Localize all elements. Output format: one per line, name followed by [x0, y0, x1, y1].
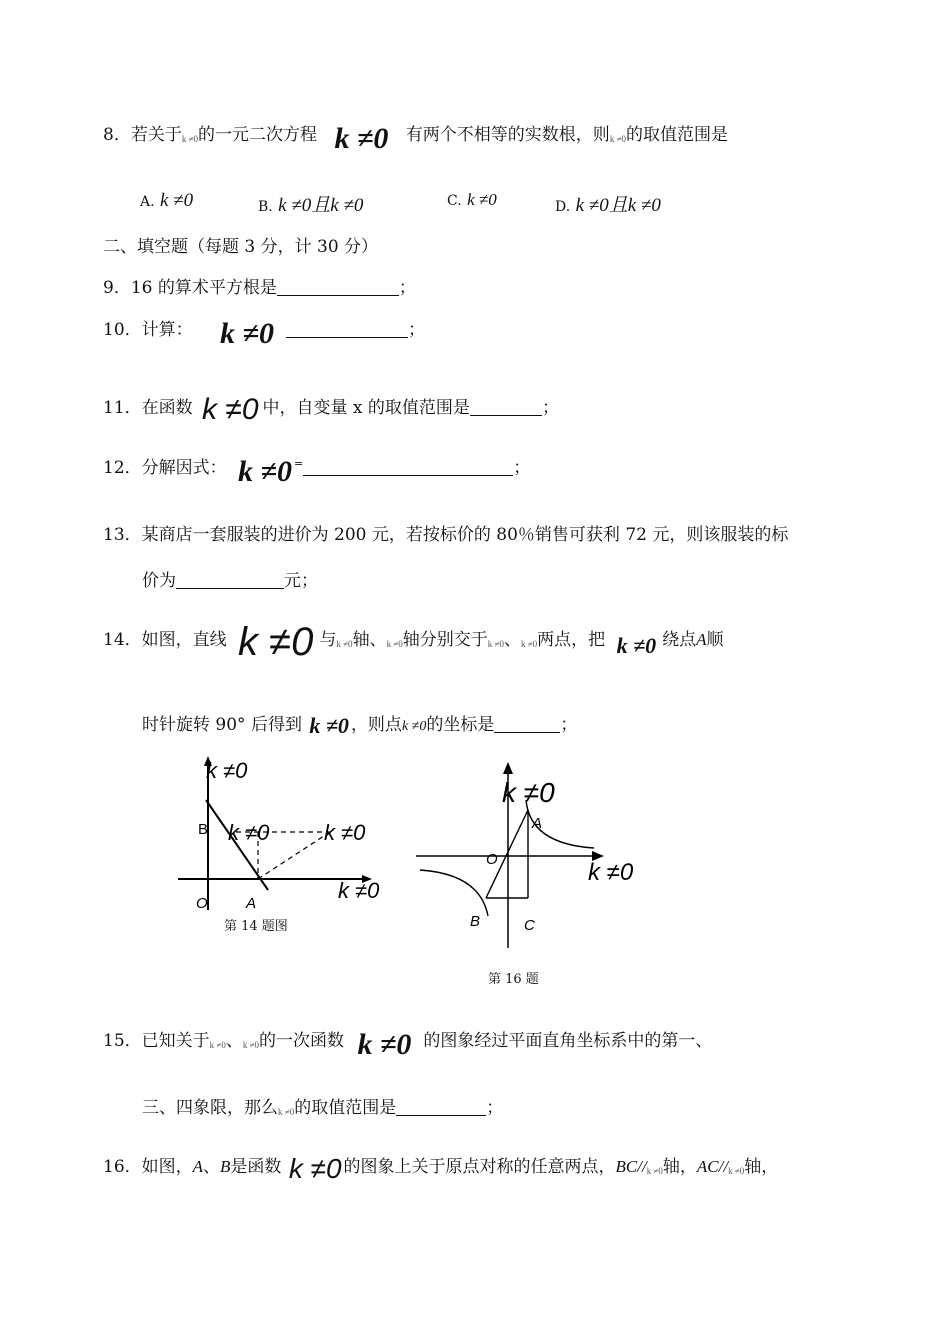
option-d[interactable] [555, 190, 661, 217]
figure-16-caption: 第 16 题 [488, 972, 539, 987]
text: ； [408, 320, 426, 340]
answer-blank[interactable] [470, 401, 542, 416]
text: 绕点 [662, 630, 697, 650]
text: 、 [203, 1157, 221, 1177]
text: ； [560, 715, 578, 735]
text: 与 [319, 630, 337, 650]
text: BC// [615, 1157, 647, 1176]
formula: k ≠0 [238, 620, 314, 664]
text: 的一次函数 [259, 1031, 345, 1051]
question-number: 16． [103, 1157, 142, 1177]
label-b: B [198, 821, 209, 838]
label-c: C [524, 917, 535, 934]
text: 轴， [662, 1157, 697, 1177]
formula: k ≠0 [220, 317, 275, 350]
formula: k ≠0 [334, 122, 389, 155]
text: 轴分别交于 [402, 630, 488, 650]
text: 是函数 [230, 1157, 282, 1177]
text: AC// [696, 1157, 729, 1176]
figure-14 [170, 750, 390, 920]
option-label: D. [555, 199, 571, 215]
tiny-formula: k ≠0 [336, 639, 353, 649]
figure-16 [410, 758, 640, 958]
formula: k ≠0 [228, 820, 270, 845]
text: 已知关于 [141, 1031, 210, 1051]
text: 、 [225, 1031, 243, 1051]
tiny-formula: k ≠0 [646, 1166, 663, 1176]
text: ； [541, 398, 559, 418]
point-label: A [192, 1157, 204, 1176]
point-label: B [220, 1157, 231, 1176]
section-heading: 二、填空题（每题 3 分，计 30 分） [103, 237, 379, 257]
text: 两点，把 [537, 630, 606, 650]
text: 时针旋转 90° 后得到 [142, 715, 302, 735]
text: 的坐标是 [426, 715, 495, 735]
answer-blank[interactable] [303, 461, 513, 476]
q16 [103, 1152, 778, 1185]
text: 轴， [744, 1157, 779, 1177]
q9 [103, 273, 416, 298]
q15-line2 [142, 1093, 503, 1118]
text: 的取值范围是 [626, 125, 729, 145]
q8-line1 [103, 120, 728, 156]
text: 某商店一套服装的进价为 200 元，若按标价的 80％销售可获利 72 元，则该服装的标 [141, 525, 789, 545]
text: 分解因式： [141, 458, 227, 478]
label-o: O [486, 851, 498, 868]
text: 的一元二次方程 [198, 125, 318, 145]
formula: k ≠0 [588, 859, 634, 886]
option-text: k ≠0且k ≠0 [278, 195, 364, 216]
q15-line1 [103, 1026, 712, 1062]
formula: k ≠0 [502, 777, 555, 808]
text: 元； [284, 571, 318, 591]
text: 16 的算术平方根是 [130, 278, 277, 298]
answer-blank[interactable] [286, 323, 408, 338]
text: 的图象经过平面直角坐标系中的第一、 [423, 1031, 713, 1051]
question-number: 12． [103, 458, 142, 478]
tiny-formula: k ≠0 [181, 134, 199, 144]
text: ； [398, 278, 416, 298]
text: 计算： [141, 320, 193, 340]
text: 如图， [141, 1157, 193, 1177]
tiny-formula: k ≠0 [609, 134, 627, 144]
text: 的图象上关于原点对称的任意两点， [343, 1157, 616, 1177]
option-text: k ≠0且k ≠0 [575, 195, 661, 216]
tiny-formula: k ≠0 [520, 639, 538, 649]
answer-blank[interactable] [176, 574, 284, 589]
tiny-formula: k ≠0 [278, 1107, 295, 1117]
text: ； [486, 1098, 504, 1118]
text: 若关于 [130, 125, 182, 145]
question-number: 15． [103, 1031, 142, 1051]
formula: k ≠0 [616, 633, 657, 658]
question-number: 10． [103, 320, 142, 340]
label-a: A [532, 815, 543, 832]
tiny-formula: k ≠0 [728, 1166, 745, 1176]
text: 中，自变量 x 的取值范围是 [262, 398, 470, 418]
text: 如图，直线 [141, 630, 227, 650]
option-c[interactable] [447, 190, 497, 210]
formula: k ≠0 [288, 1153, 342, 1184]
option-label: A. [140, 194, 155, 210]
text: ，则点 [350, 715, 402, 735]
answer-blank[interactable] [494, 718, 560, 733]
answer-blank[interactable] [396, 1101, 486, 1116]
text: 三、四象限，那么 [142, 1098, 278, 1118]
tiny-formula: k ≠0 [386, 639, 403, 649]
equals: = [294, 457, 304, 470]
formula: k ≠0 [206, 758, 248, 783]
text: 顺 [706, 630, 724, 650]
text: 价为 [142, 571, 176, 591]
option-text: k ≠0 [467, 190, 497, 209]
label-a: A [246, 895, 257, 912]
text: ； [513, 458, 531, 478]
formula: k ≠0 [324, 820, 366, 845]
q10 [103, 315, 425, 351]
text: 有两个不相等的实数根，则 [405, 125, 610, 145]
option-b[interactable] [258, 190, 363, 217]
figure-14-caption: 第 14 题图 [224, 919, 288, 934]
small-formula: k ≠0 [401, 719, 427, 734]
q11 [103, 393, 559, 427]
answer-blank[interactable] [277, 281, 399, 296]
formula: k ≠0 [357, 1028, 412, 1061]
question-number: 8． [103, 125, 131, 145]
option-text: k ≠0 [159, 190, 194, 211]
text: 轴、 [352, 630, 387, 650]
option-label: B. [258, 199, 273, 215]
question-number: 13． [103, 525, 142, 545]
label-o: O [196, 895, 208, 912]
q12 [103, 453, 530, 489]
formula: k ≠0 [309, 713, 349, 738]
question-number: 11． [103, 398, 142, 418]
option-a[interactable] [140, 190, 193, 212]
line-ab [206, 800, 268, 890]
label-b: B [470, 913, 481, 930]
q13-line2 [142, 566, 318, 591]
text: 的取值范围是 [294, 1098, 397, 1118]
point-label: A [696, 630, 707, 649]
hyperbola-branch [420, 870, 488, 916]
tiny-formula: k ≠0 [242, 1040, 260, 1050]
arrow-icon [503, 762, 513, 774]
q14-line2 [142, 710, 577, 739]
question-number: 14． [103, 630, 142, 650]
formula: k ≠0 [202, 393, 259, 426]
q14-line1 [103, 620, 724, 665]
text: 在函数 [141, 398, 193, 418]
question-number: 9． [103, 278, 131, 298]
formula: k ≠0 [238, 455, 293, 488]
q13-line1 [103, 520, 788, 545]
tiny-formula: k ≠0 [209, 1040, 226, 1050]
tiny-formula: k ≠0 [487, 639, 504, 649]
formula: k ≠0 [338, 878, 380, 903]
text: 、 [503, 630, 521, 650]
option-label: C. [447, 193, 462, 209]
